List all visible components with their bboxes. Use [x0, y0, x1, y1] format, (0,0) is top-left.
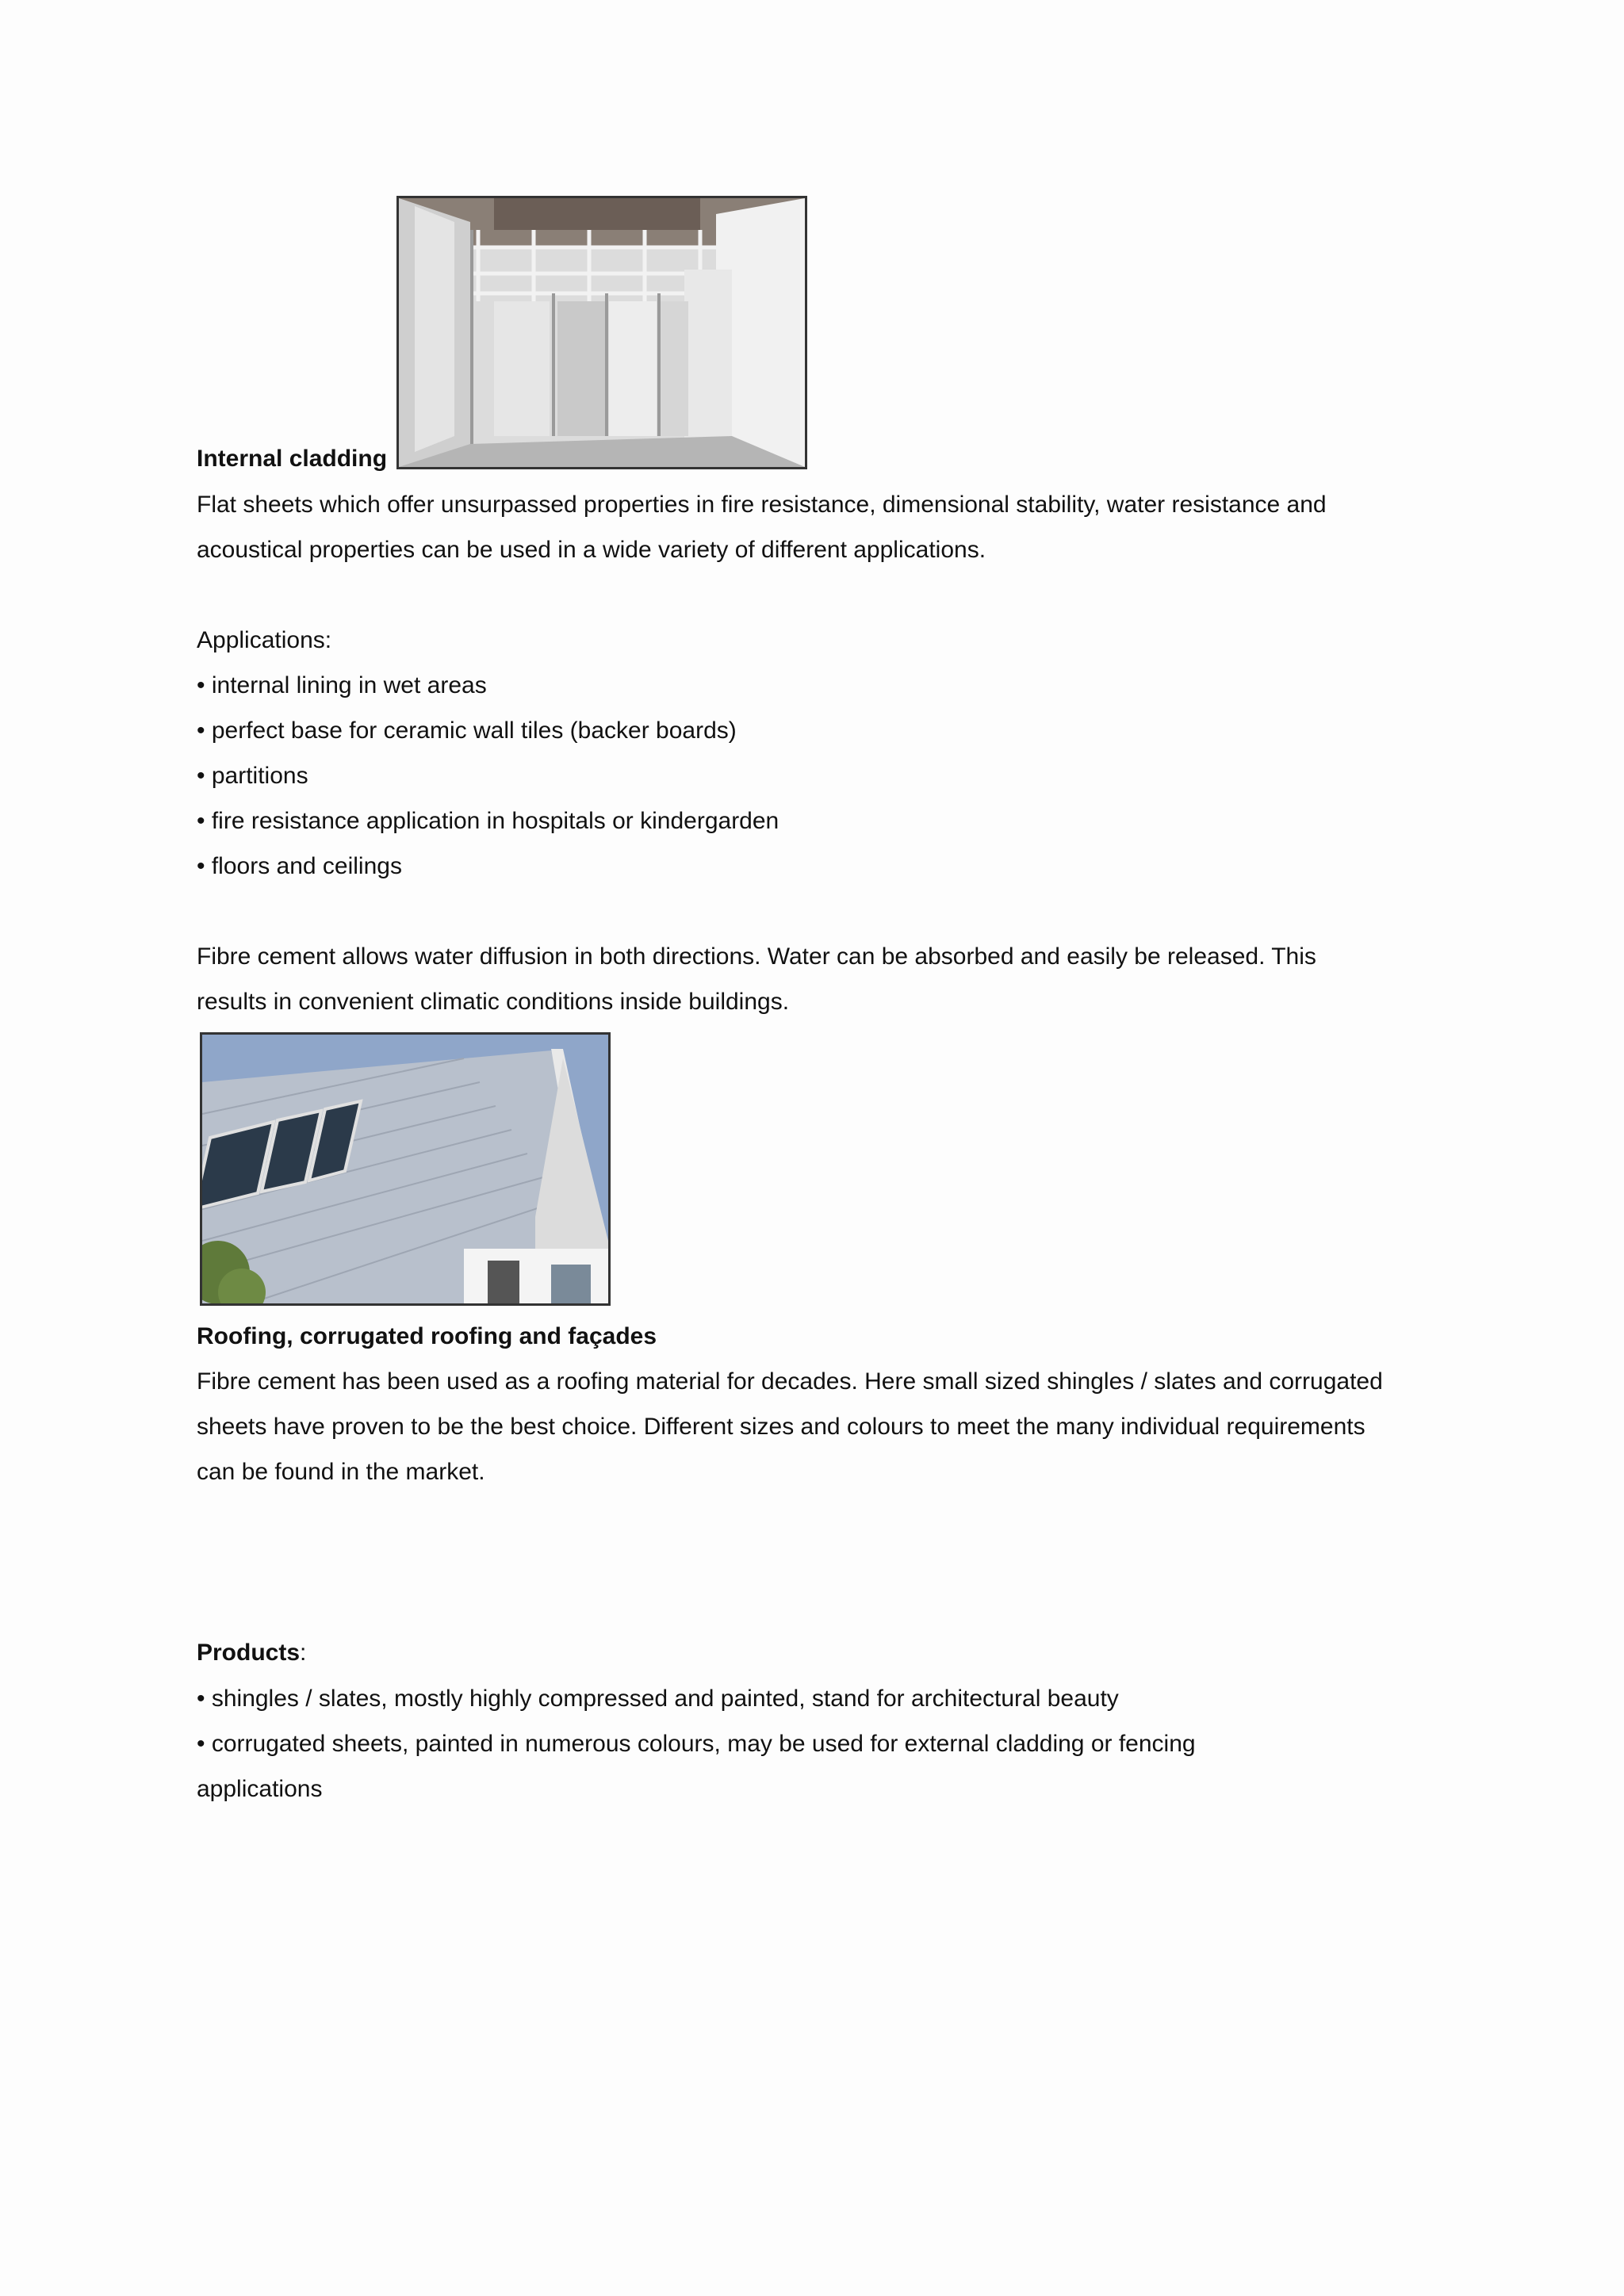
application-item-2: • perfect base for ceramic wall tiles (backer boards) — [197, 718, 737, 744]
roofing-photo — [200, 1032, 611, 1306]
product-item-2: • corrugated sheets, painted in numerous colours, may be used for external cladding or fencing — [197, 1731, 1196, 1757]
application-item-5: • floors and ceilings — [197, 853, 402, 879]
products-colon: : — [300, 1640, 307, 1666]
roofing-line-1: Fibre cement has been used as a roofing material for decades. Here small sized shingles / slates and corrugated — [197, 1368, 1383, 1395]
application-item-4: • fire resistance application in hospitals or kindergarden — [197, 808, 779, 834]
products-heading — [197, 1630, 306, 1675]
diffusion-line-2: results in convenient climatic conditions inside buildings. — [197, 989, 790, 1015]
internal-cladding-heading: Internal cladding — [197, 446, 388, 472]
diffusion-line-1: Fibre cement allows water diffusion in both directions. Water can be absorbed and easily be released. This — [197, 943, 1316, 970]
product-item-1: • shingles / slates, mostly highly compressed and painted, stand for architectural beauty — [197, 1686, 1119, 1712]
applications-label: Applications: — [197, 627, 332, 653]
product-item-2-continued: applications — [197, 1776, 323, 1802]
internal-cladding-image — [399, 198, 805, 467]
roofing-image — [202, 1035, 608, 1303]
internal-cladding-photo — [396, 196, 807, 469]
intro-line-2: acoustical properties can be used in a wide variety of different applications. — [197, 537, 986, 563]
roofing-line-3: can be found in the market. — [197, 1459, 485, 1485]
intro-line-1: Flat sheets which offer unsurpassed properties in fire resistance, dimensional stability, water resistance and — [197, 492, 1327, 518]
products-label: Products — [197, 1640, 301, 1666]
application-item-3: • partitions — [197, 763, 308, 789]
roofing-line-2: sheets have proven to be the best choice. Different sizes and colours to meet the many individual requirements — [197, 1414, 1365, 1440]
roofing-heading: Roofing, corrugated roofing and façades — [197, 1323, 657, 1349]
application-item-1: • internal lining in wet areas — [197, 672, 487, 698]
